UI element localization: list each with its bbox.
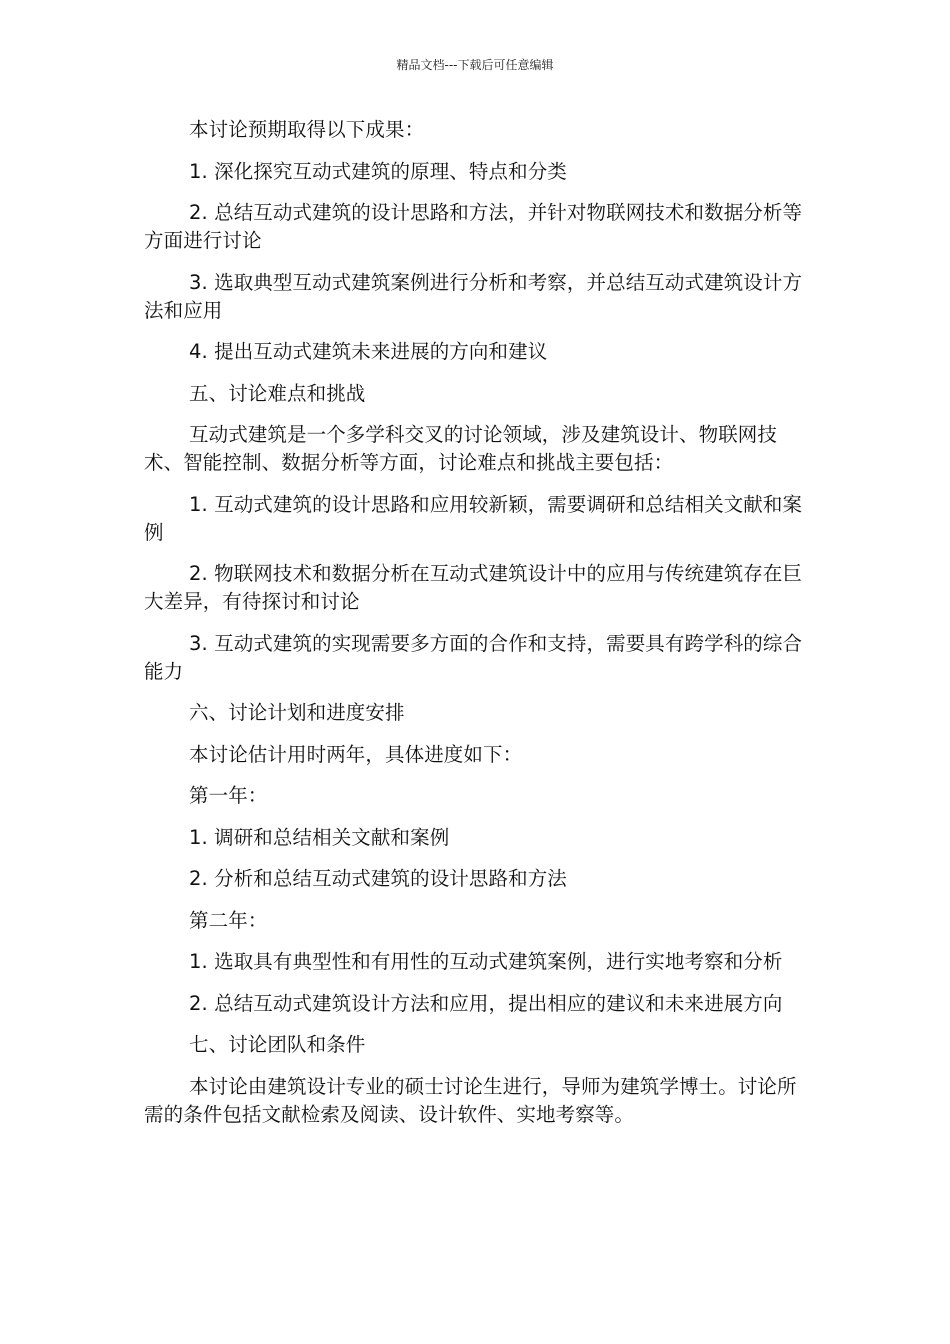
paragraph-team: 本讨论由建筑设计专业的硕士讨论生进行，导师为建筑学博士。讨论所需的条件包括文献检索及阅读、设计软件、实地考察等。 (144, 1074, 797, 1126)
paragraph-outcome-1: 1. 深化探究互动式建筑的原理、特点和分类 (189, 159, 567, 183)
paragraph-challenge-2: 2. 物联网技术和数据分析在互动式建筑设计中的应用与传统建筑存在巨大差异，有待探讨和讨论 (144, 562, 803, 613)
paragraph-year2-item-2: 2. 总结互动式建筑设计方法和应用，提出相应的建议和未来进展方向 (189, 991, 783, 1015)
section-heading-7: 七、讨论团队和条件 (189, 1033, 366, 1056)
paragraph-year-2: 第二年： (189, 908, 268, 932)
page-header: 精品文档---下载后可任意编辑 (396, 58, 554, 72)
paragraph-challenge-3: 3. 互动式建筑的实现需要多方面的合作和支持，需要具有跨学科的综合能力 (144, 631, 803, 683)
paragraph-challenges-intro: 互动式建筑是一个多学科交叉的讨论领域，涉及建筑设计、物联网技术、智能控制、数据分析等方面，讨论难点和挑战主要包括： (144, 423, 778, 474)
paragraph-year-1: 第一年： (189, 784, 268, 807)
document-body (144, 116, 804, 1142)
paragraph-year1-item-2: 2. 分析和总结互动式建筑的设计思路和方法 (189, 867, 567, 890)
paragraph-challenge-1: 1. 互动式建筑的设计思路和应用较新颖，需要调研和总结相关文献和案例 (144, 492, 803, 544)
paragraph-year2-item-1: 1. 选取具有典型性和有用性的互动式建筑案例，进行实地考察和分析 (189, 950, 783, 973)
paragraph-outcome-2: 2. 总结互动式建筑的设计思路和方法，并针对物联网技术和数据分析等方面进行讨论 (144, 201, 803, 252)
paragraph-plan-intro: 本讨论估计用时两年，具体进度如下： (189, 742, 523, 766)
paragraph-outcome-4: 4. 提出互动式建筑未来进展的方向和建议 (189, 340, 548, 363)
paragraph-intro: 本讨论预期取得以下成果： (189, 118, 425, 141)
section-heading-5: 五、讨论难点和挑战 (189, 381, 366, 405)
paragraph-outcome-3: 3. 选取典型互动式建筑案例进行分析和考察，并总结互动式建筑设计方法和应用 (144, 270, 803, 322)
paragraph-year1-item-1: 1. 调研和总结相关文献和案例 (189, 825, 450, 849)
section-heading-6: 六、讨论计划和进度安排 (189, 701, 405, 724)
